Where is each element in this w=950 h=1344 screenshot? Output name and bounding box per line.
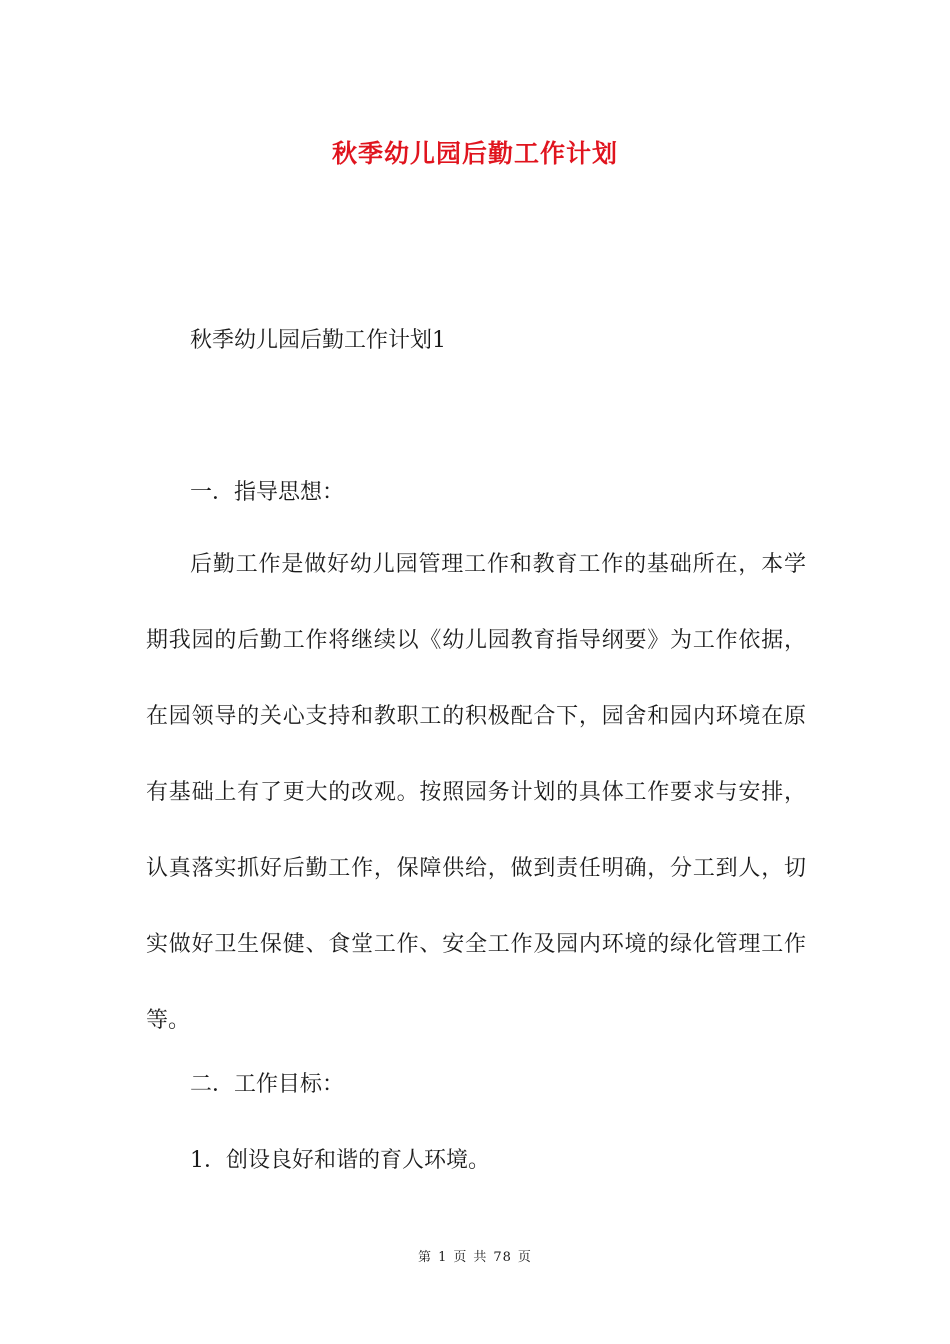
footer-total-pages: 78 [493,1250,512,1265]
section-heading-work-goals: 二．工作目标： [190,1072,345,1097]
footer-total-word: 共 [473,1250,488,1265]
paragraph-line: 认真落实抓好后勤工作，保障供给，做到责任明确，分工到人，切 [146,856,806,881]
section-heading-guiding-ideology: 一．指导思想： [190,480,345,505]
footer-page-word: 页 [453,1250,468,1265]
footer-current-page: 1 [438,1250,448,1265]
paragraph-line: 后勤工作是做好幼儿园管理工作和教育工作的基础所在，本学 [190,552,806,577]
document-subtitle: 秋季幼儿园后勤工作计划1 [190,328,446,353]
paragraph-line: 期我园的后勤工作将继续以《幼儿园教育指导纲要》为工作依据， [146,628,806,653]
paragraph-line: 在园领导的关心支持和教职工的积极配合下，园舍和园内环境在原 [146,704,806,729]
page-footer [0,1246,950,1265]
paragraph-line: 实做好卫生保健、食堂工作、安全工作及园内环境的绿化管理工作 [146,932,806,957]
footer-suffix: 页 [517,1250,532,1265]
paragraph-line: 等。 [146,1008,191,1033]
paragraph-line: 有基础上有了更大的改观。按照园务计划的具体工作要求与安排， [146,780,806,805]
list-item-goal-1: 1．创设良好和谐的育人环境。 [190,1148,490,1173]
paragraph-guiding-ideology [146,550,806,1082]
document-title: 秋季幼儿园后勤工作计划 [331,139,618,168]
footer-prefix: 第 [418,1250,433,1265]
